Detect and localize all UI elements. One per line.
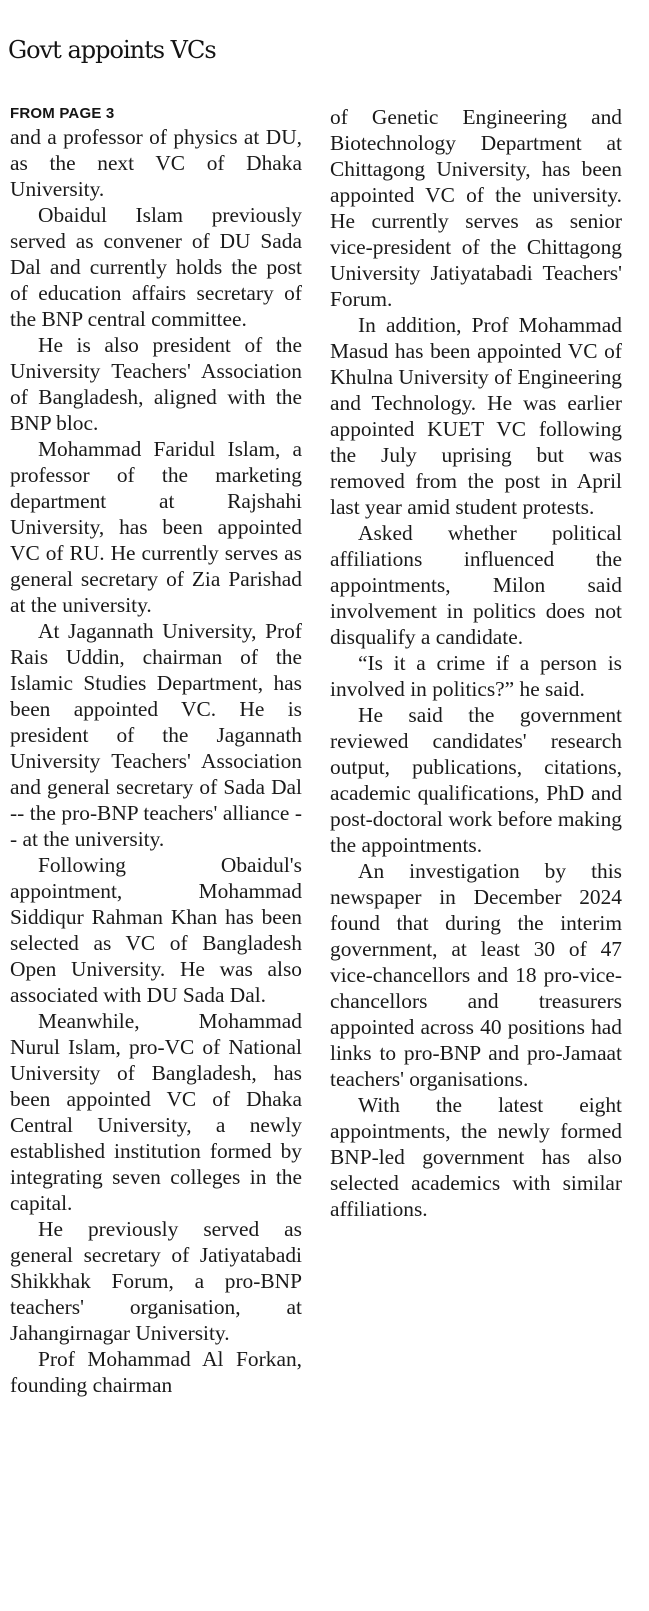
paragraph: Asked whether political affiliations influenced the appointments, Milon said involvement in politics does not disqualify a candidate.	[330, 521, 622, 649]
paragraph: Mohammad Faridul Islam, a professor of the marketing department at Rajshahi University, has been appointed VC of RU. He currently serves as general secretary of Zia Parishad at the university.	[10, 437, 302, 617]
paragraph: He said the government reviewed candidates' research output, publications, citations, academic qualifications, PhD and post-doctoral work before making the appointments.	[330, 703, 622, 857]
paragraph: With the latest eight appointments, the newly formed BNP-led government has also selected academics with similar affiliations.	[330, 1093, 622, 1221]
paragraph: He previously served as general secretary of Jatiyatabadi Shikkhak Forum, a pro-BNP teachers' organisation, at Jahangirnagar University.	[10, 1217, 302, 1345]
article-column-right	[330, 104, 622, 1222]
paragraph: and a professor of physics at DU, as the next VC of Dhaka University.	[10, 125, 302, 201]
article-column-left	[10, 104, 302, 1398]
paragraph: Following Obaidul's appointment, Mohammad Siddiqur Rahman Khan has been selected as VC of Bangladesh Open University. He was also associated with DU Sada Dal.	[10, 853, 302, 1007]
paragraph: At Jagannath University, Prof Rais Uddin, chairman of the Islamic Studies Department, has been appointed VC. He is president of the Jagannath University Teachers' Association and general secretary of Sada Dal -- the pro-BNP teachers' alliance -- at the university.	[10, 619, 302, 851]
paragraph: An investigation by this newspaper in December 2024 found that during the interim government, at least 30 of 47 vice-chancellors and 18 pro-vice-chancellors and treasurers appointed across 40 positions had links to pro-BNP and pro-Jamaat teachers' organisations.	[330, 859, 622, 1091]
paragraph: Obaidul Islam previously served as convener of DU Sada Dal and currently holds the post of education affairs secretary of the BNP central committee.	[10, 203, 302, 331]
headline: Govt appoints VCs	[8, 36, 216, 64]
paragraph: Meanwhile, Mohammad Nurul Islam, pro-VC of National University of Bangladesh, has been appointed VC of Dhaka Central University, a newly established institution formed by integrating seven colleges in the capital.	[10, 1009, 302, 1215]
paragraph: Prof Mohammad Al Forkan, founding chairman	[10, 1347, 302, 1397]
paragraph: “Is it a crime if a person is involved in politics?” he said.	[330, 651, 622, 701]
paragraph: In addition, Prof Mohammad Masud has been appointed VC of Khulna University of Engineering and Technology. He was earlier appointed KUET VC following the July uprising but was removed from the post in April last year amid student protests.	[330, 313, 622, 519]
paragraph: of Genetic Engineering and Biotechnology Department at Chittagong University, has been appointed VC of the university. He currently serves as senior vice-president of the Chittagong University Jatiyatabadi Teachers' Forum.	[330, 105, 622, 311]
continued-from-label: FROM PAGE 3	[10, 105, 115, 122]
paragraph: He is also president of the University Teachers' Association of Bangladesh, aligned with the BNP bloc.	[10, 333, 302, 435]
